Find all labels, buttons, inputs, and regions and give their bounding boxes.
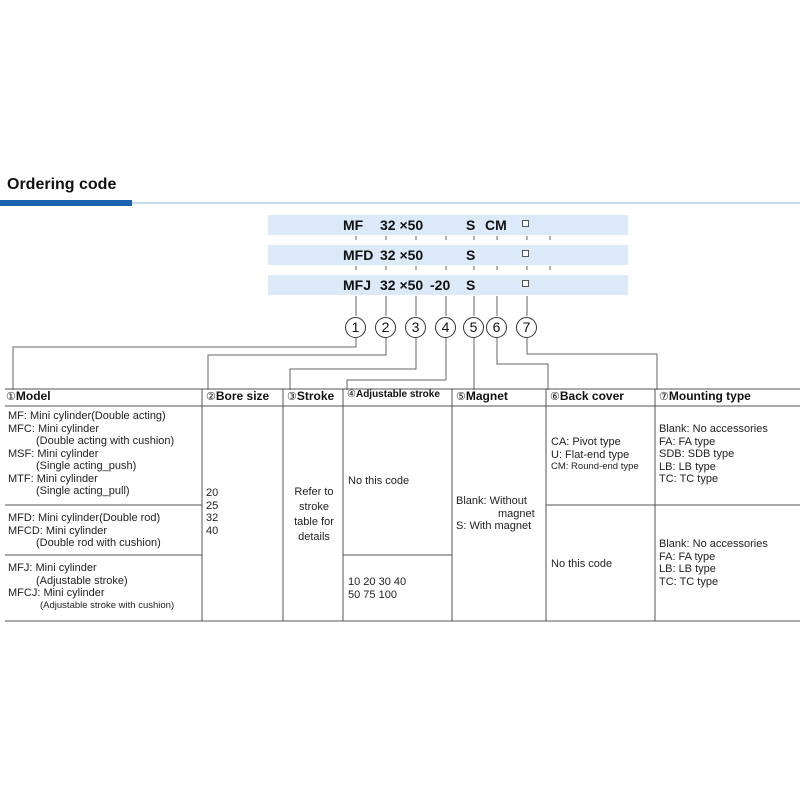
stroke-note: Refer to stroke table for details [294, 486, 334, 543]
callout-4: 4 [435, 317, 456, 338]
model-line: (Single acting_push) [36, 460, 137, 472]
model-line: MTF: Mini cylinder [8, 472, 98, 485]
code-bore-stroke: 32 ×50 [380, 247, 424, 263]
model-line: (Double rod with cushion) [36, 537, 161, 549]
leader-3 [290, 337, 416, 390]
code-model: MFD [343, 247, 374, 263]
leader-1 [13, 337, 356, 390]
callout-6: 6 [486, 317, 507, 338]
header-model: ①Model [6, 389, 51, 403]
adjustable-values: 10 20 30 40 50 75 100 [348, 576, 407, 601]
model-line: (Double acting with cushion) [36, 435, 175, 447]
code-bore-stroke: 32 ×50 [380, 277, 424, 293]
model-line: MF: Mini cylinder(Double acting) [8, 410, 166, 422]
back-cover-options: CA: Pivot type U: Flat-end type CM: Round-end type [551, 436, 639, 472]
code-back-cover: CM [485, 217, 507, 233]
bore-size-list [206, 487, 218, 537]
code-adjustable: -20 [430, 277, 451, 293]
bore-size-value: 25 [206, 499, 219, 512]
code-bore-stroke: 32 ×50 [380, 217, 424, 233]
model-line: (Single acting_pull) [36, 485, 130, 497]
model-line: (Adjustable stroke) [36, 574, 128, 587]
callout-2: 2 [375, 317, 396, 338]
code-magnet: S [466, 217, 476, 233]
adjustable-no-code: No this code [348, 475, 410, 487]
back-cover-no-code: No this code [551, 558, 613, 570]
model-line: MFCD: Mini cylinder [8, 524, 108, 537]
callout-7: 7 [516, 317, 537, 338]
code-model: MF [343, 217, 364, 233]
model-line: MFCJ: Mini cylinder [8, 587, 105, 599]
model-line: (Adjustable stroke with cushion) [40, 599, 175, 611]
code-magnet: S [466, 277, 476, 293]
leader-2 [208, 337, 386, 390]
header-adjustable-stroke: ④Adjustable stroke [347, 389, 440, 400]
model-group-3 [8, 562, 174, 612]
header-magnet: ⑤Magnet [456, 389, 508, 403]
model-line: MFC: Mini cylinder [8, 422, 100, 435]
bore-size-value: 40 [206, 524, 219, 537]
mounting-options-bottom: Blank: No accessories FA: FA type LB: LB type TC: TC type [659, 538, 768, 588]
model-line: MFD: Mini cylinder(Double rod) [8, 512, 161, 524]
callout-1: 1 [345, 317, 366, 338]
header-stroke: ③Stroke [287, 389, 335, 403]
magnet-options: Blank: Without magnet S: With magnet [456, 495, 535, 532]
model-group-1 [8, 410, 174, 498]
bore-size-value: 32 [206, 512, 219, 524]
header-mounting-type: ⑦Mounting type [659, 389, 751, 403]
leader-6 [497, 337, 548, 390]
bore-size-value: 20 [206, 487, 219, 499]
leader-4 [347, 337, 446, 390]
header-back-cover: ⑥Back cover [550, 389, 624, 403]
header-bore-size: ②Bore size [206, 389, 270, 403]
model-group-2 [8, 512, 161, 550]
model-line: MSF: Mini cylinder [8, 447, 99, 460]
callout-5: 5 [463, 317, 484, 338]
page-title: Ordering code [7, 176, 117, 193]
model-line: MFJ: Mini cylinder [8, 562, 97, 574]
callout-3: 3 [405, 317, 426, 338]
code-magnet: S [466, 247, 476, 263]
mounting-options-top: Blank: No accessories FA: FA type SDB: SDB type LB: LB type TC: TC type [659, 423, 768, 485]
code-model: MFJ [343, 277, 371, 293]
